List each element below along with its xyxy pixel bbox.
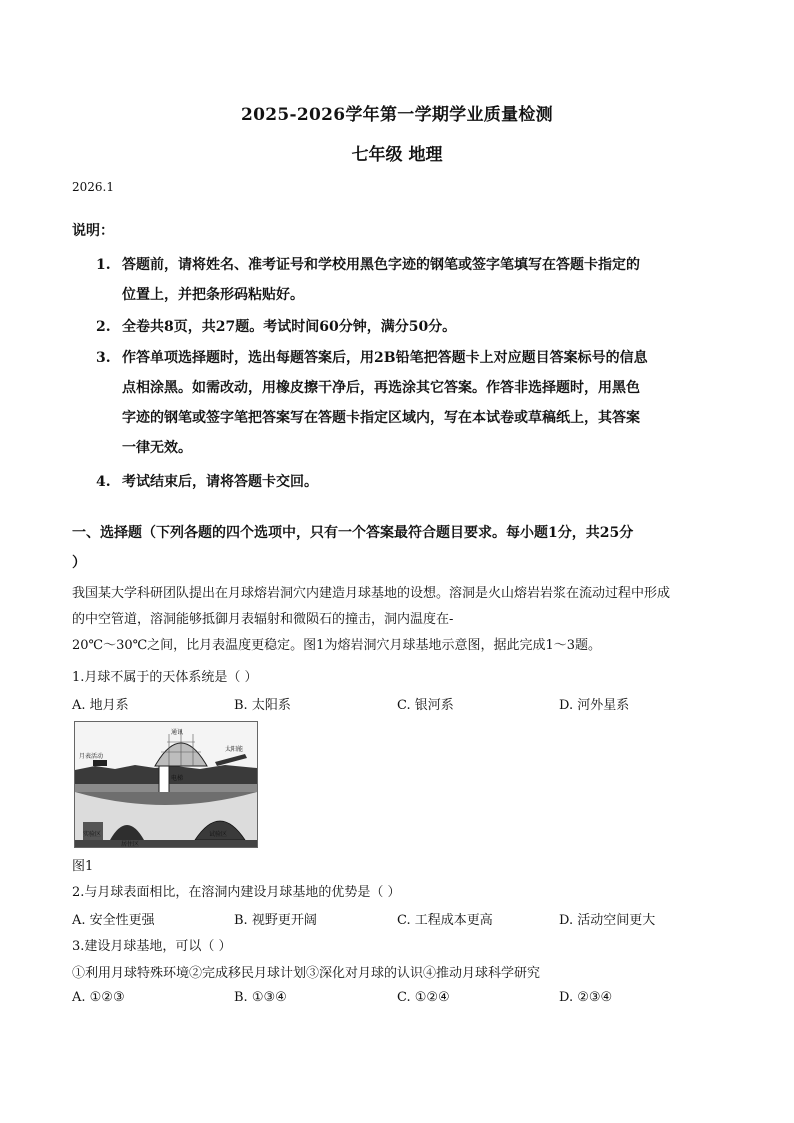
option-a: A. ①②③ [72,990,125,1005]
option-d: D. 河外星系 [559,698,630,713]
passage-line: 我国某大学科研团队提出在月球熔岩洞穴内建造月球基地的设想。溶洞是火山熔岩岩浆在流动过程中形成 [72,586,671,601]
instruction-item-4 [96,467,726,497]
option-b: B. 视野更开阔 [234,913,317,928]
question-3-statements: ①利用月球特殊环境②完成移民月球计划③深化对月球的认识④推动月球科学研究 [72,966,541,981]
passage-line: 的中空管道，溶洞能够抵御月表辐射和微陨石的撞击，洞内温度在- [72,612,454,627]
option-c: C. ①②④ [397,990,450,1005]
lunar-base-diagram [74,721,258,848]
instruction-number: 3. [96,350,111,366]
instruction-number: 2. [96,319,111,335]
instructions-heading: 说明： [72,223,114,239]
option-b: B. ①③④ [234,990,287,1005]
option-a: A. 安全性更强 [72,913,155,928]
lunar-base-illustration [75,722,257,847]
instruction-line: 位置上，并把条形码粘贴好。 [122,287,304,303]
option-c: C. 银河系 [397,698,454,713]
passage-line: 20℃～30℃之间，比月表温度更稳定。图1为熔岩洞穴月球基地示意图，据此完成1～3题。 [72,638,601,653]
instruction-number: 4. [96,474,111,490]
option-d: D. ②③④ [559,990,613,1005]
instruction-line: 答题前，请将姓名、准考证号和学校用黑色字迹的钢笔或签字笔填写在答题卡指定的 [122,257,640,273]
instruction-item-2 [96,312,726,342]
section-heading-line: 一、选择题（下列各题的四个选项中，只有一个答案最符合题目要求。每小题1分，共25分 [72,525,634,541]
instruction-line: 作答单项选择题时，选出每题答案后，用2B铅笔把答题卡上对应题目答案标号的信息 [122,350,648,366]
question-3-stem: 3.建设月球基地，可以（ ） [72,939,232,954]
label-test-zone: 试验区 [209,831,228,838]
label-communication: 通讯 [171,729,184,736]
instruction-line: 一律无效。 [122,440,192,456]
label-living-zone: 居住区 [121,841,140,847]
question-2-stem: 2.与月球表面相比，在溶洞内建设月球基地的优势是（ ） [72,885,401,900]
figure-caption: 图1 [72,859,94,874]
option-d: D. 活动空间更大 [559,913,656,928]
reading-passage [72,581,722,659]
instruction-item-1 [96,250,726,310]
label-solar: 太阳能 [225,746,244,753]
instruction-line: 全卷共8页，共27题。考试时间60分钟，满分50分。 [122,319,457,335]
exam-subtitle: 七年级 地理 [351,145,443,165]
instruction-line: 点相涂黑。如需改动，用橡皮擦干净后，再选涂其它答案。作答非选择题时，用黑色 [122,380,640,396]
option-a: A. 地月系 [72,698,129,713]
instruction-number: 1. [96,257,111,273]
exam-title: 2025-2026学年第一学期学业质量检测 [241,105,553,125]
instruction-line: 字迹的钢笔或签字笔把答案写在答题卡指定区域内，写在本试卷或草稿纸上，其答案 [122,410,640,426]
label-lab-zone: 实验区 [83,831,102,838]
option-c: C. 工程成本更高 [397,913,493,928]
exam-date: 2026.1 [72,180,114,194]
label-elevator: 电梯 [171,775,184,782]
section-heading-line: ） [72,555,86,571]
instruction-item-3 [96,343,726,463]
option-b: B. 太阳系 [234,698,291,713]
instruction-line: 考试结束后，请将答题卡交回。 [122,474,318,490]
label-surface-activity: 月表活动 [79,753,104,760]
section-heading [72,518,722,578]
question-1-stem: 1.月球不属于的天体系统是（ ） [72,670,258,685]
